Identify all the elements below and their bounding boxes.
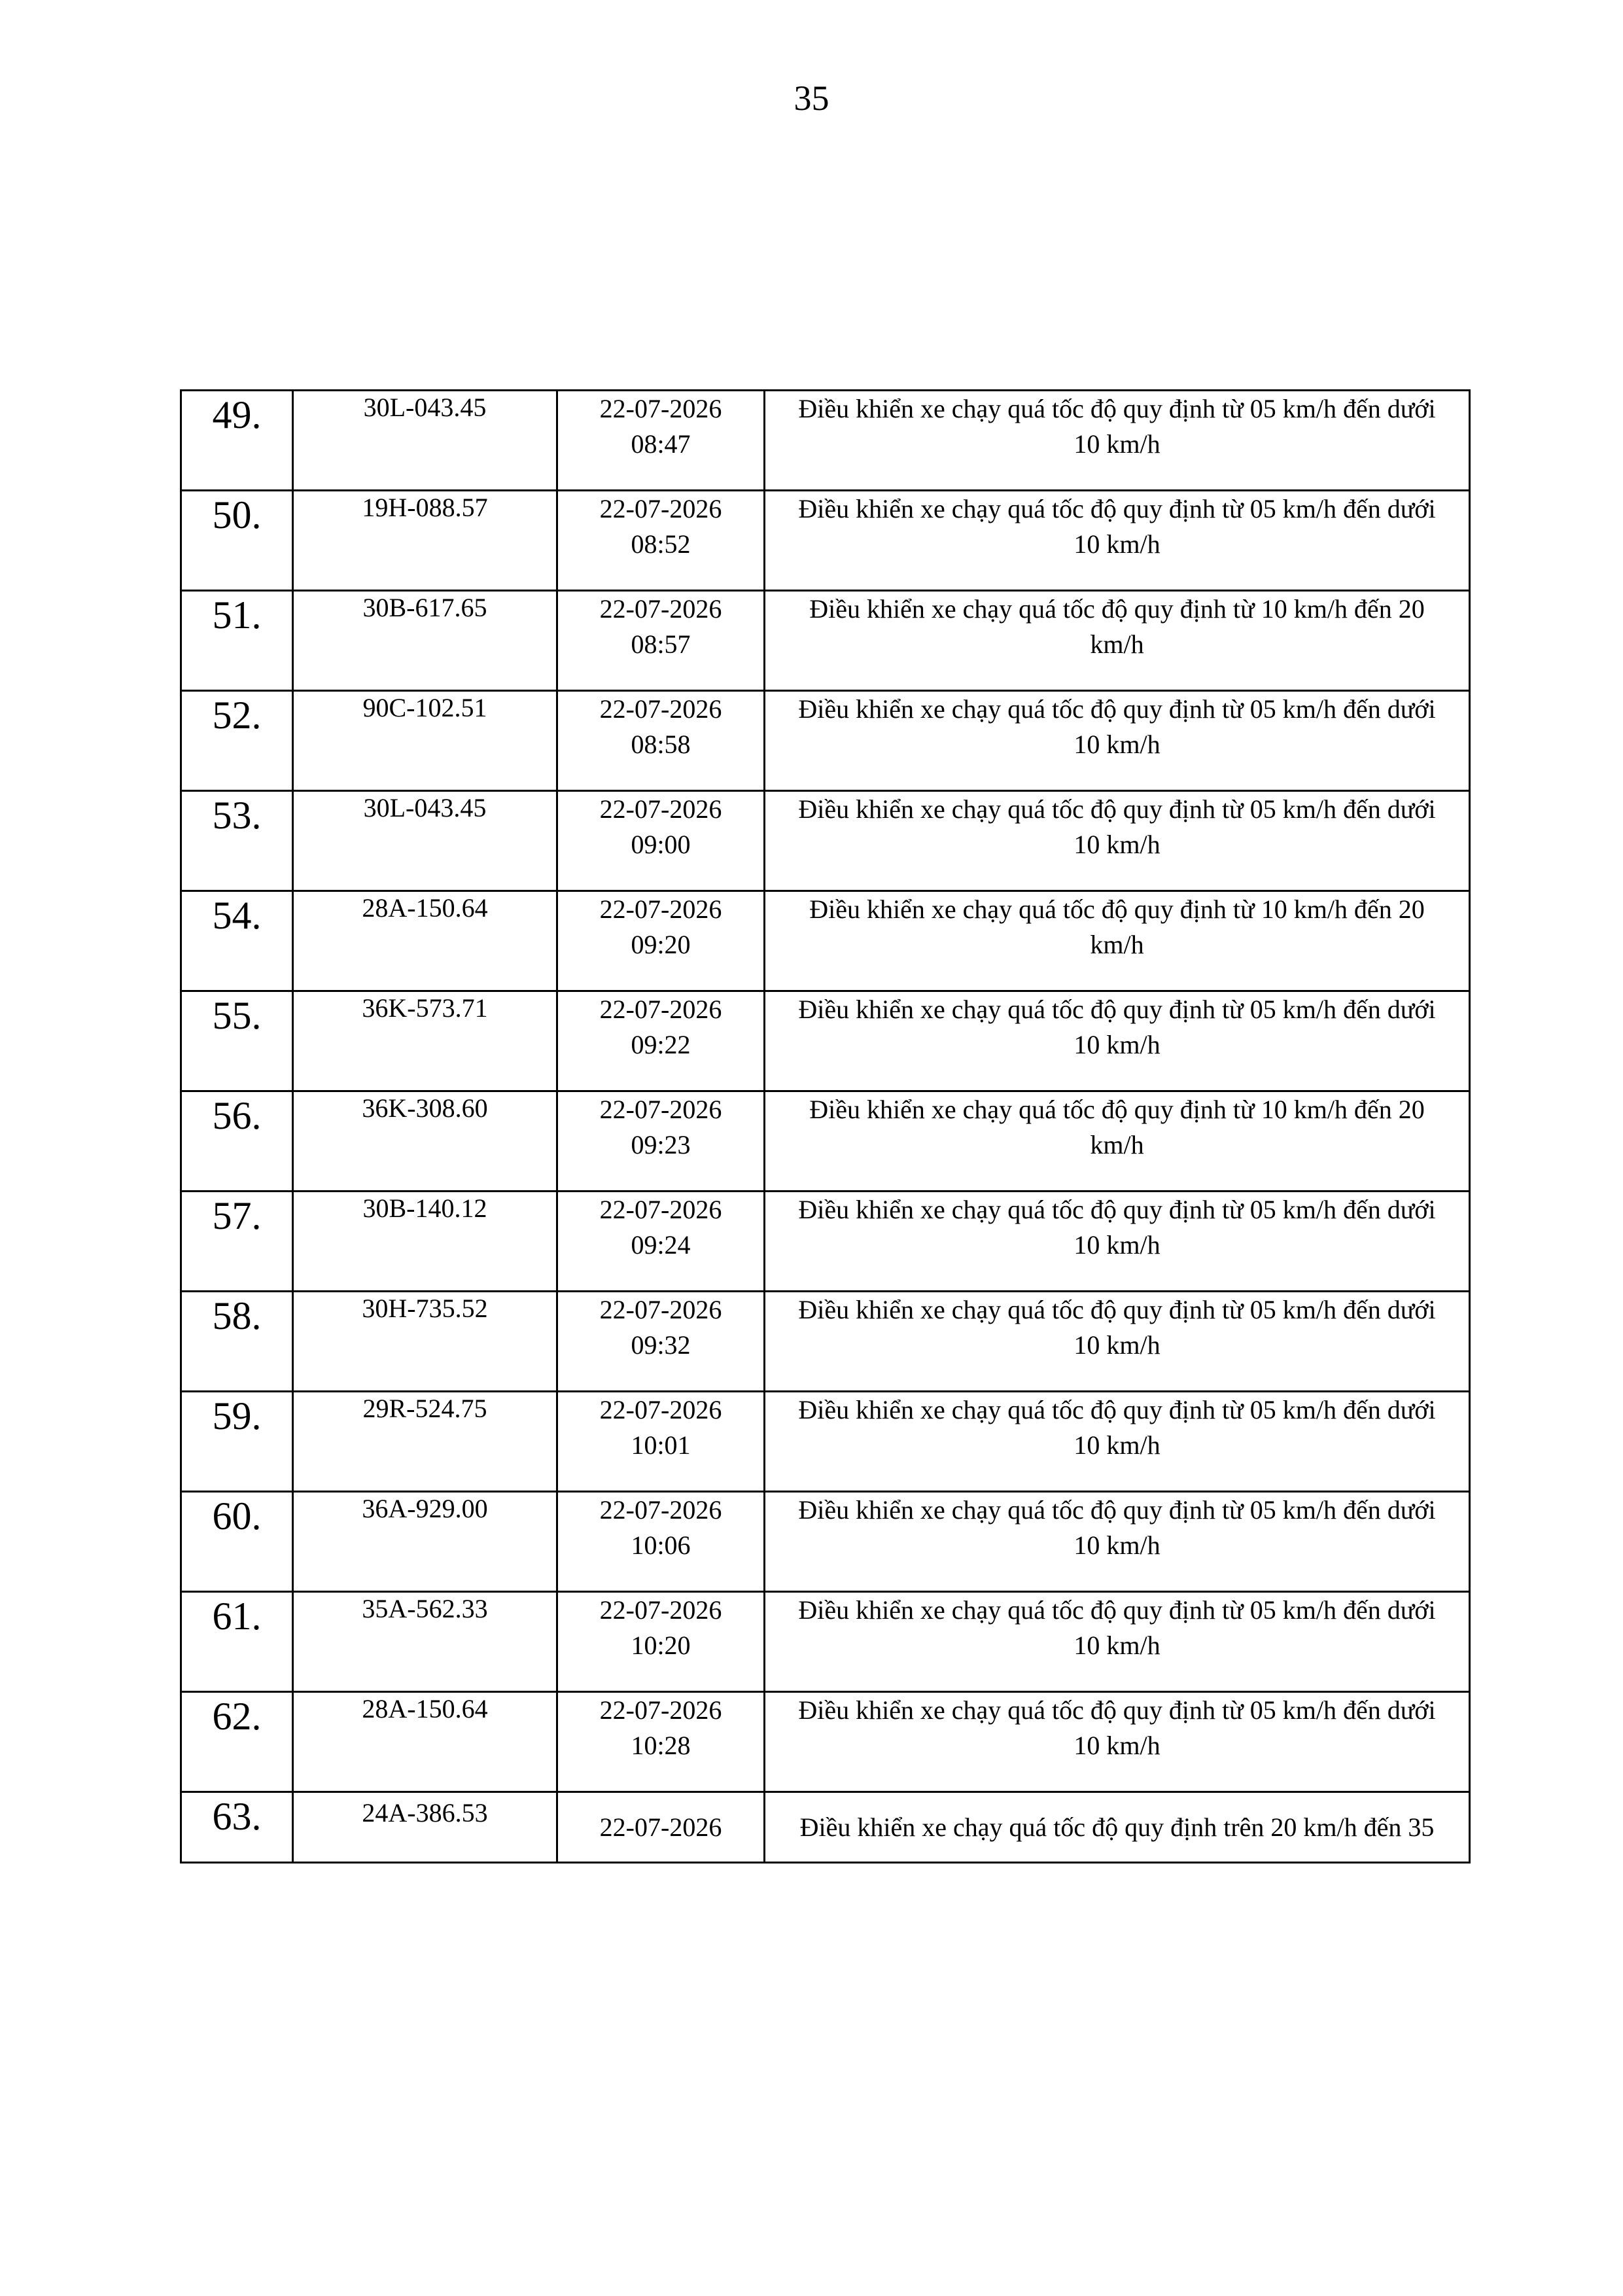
violation-datetime (557, 1492, 765, 1592)
violation-description-line: 10 km/h (1073, 830, 1161, 859)
table-row (181, 891, 1470, 991)
violation-datetime (557, 1392, 765, 1492)
violation-time: 09:32 (631, 1330, 691, 1360)
violation-date: 22-07-2026 (599, 694, 722, 724)
violation-datetime (557, 691, 765, 791)
violation-description-line: Điều khiển xe chạy quá tốc độ quy định từ 05 km/h đến dưới (798, 1195, 1436, 1224)
table-row (181, 1492, 1470, 1592)
license-plate: 36A-929.00 (293, 1492, 557, 1592)
violation-datetime (557, 391, 765, 491)
violation-datetime (557, 991, 765, 1091)
table-row (181, 1792, 1470, 1863)
violation-description-line: 10 km/h (1073, 1530, 1161, 1560)
violation-date: 22-07-2026 (599, 1295, 722, 1324)
violation-date: 22-07-2026 (599, 1095, 722, 1124)
violation-datetime (557, 1792, 765, 1863)
violation-datetime (557, 1192, 765, 1292)
violation-description (765, 1392, 1470, 1492)
violation-date: 22-07-2026 (599, 1595, 722, 1625)
violation-time: 09:20 (631, 930, 691, 959)
violation-date: 22-07-2026 (599, 894, 722, 924)
violation-description-line: Điều khiển xe chạy quá tốc độ quy định từ 10 km/h đến 20 (809, 894, 1425, 924)
violation-time: 10:20 (631, 1631, 691, 1660)
table-row (181, 1692, 1470, 1792)
violation-time: 10:01 (631, 1430, 691, 1460)
violation-description (765, 1692, 1470, 1792)
table-row (181, 1292, 1470, 1392)
violation-description-line: Điều khiển xe chạy quá tốc độ quy định từ 05 km/h đến dưới (798, 1595, 1436, 1625)
table-row (181, 391, 1470, 491)
violation-description-line: Điều khiển xe chạy quá tốc độ quy định từ 05 km/h đến dưới (798, 394, 1436, 423)
row-index: 62. (181, 1692, 293, 1792)
violation-time: 09:23 (631, 1130, 691, 1159)
violation-description-line: Điều khiển xe chạy quá tốc độ quy định từ 10 km/h đến 20 (809, 1095, 1425, 1124)
violation-description-line: 10 km/h (1073, 1430, 1161, 1460)
table-row (181, 991, 1470, 1091)
violation-description-line: Điều khiển xe chạy quá tốc độ quy định từ 05 km/h đến dưới (798, 1295, 1436, 1324)
violation-date: 22-07-2026 (599, 1495, 722, 1525)
violation-description-line: Điều khiển xe chạy quá tốc độ quy định từ 05 km/h đến dưới (798, 1395, 1436, 1424)
row-index: 54. (181, 891, 293, 991)
violation-time: 09:22 (631, 1030, 691, 1059)
row-index: 60. (181, 1492, 293, 1592)
violation-description-line: km/h (1090, 930, 1144, 959)
violation-time: 09:24 (631, 1230, 691, 1260)
violation-description-line: Điều khiển xe chạy quá tốc độ quy định từ 05 km/h đến dưới (798, 1495, 1436, 1525)
violation-description-line: 10 km/h (1073, 1030, 1161, 1059)
table-row (181, 1592, 1470, 1692)
violation-description (765, 691, 1470, 791)
violation-time: 10:06 (631, 1530, 691, 1560)
violation-description-line: Điều khiển xe chạy quá tốc độ quy định từ 05 km/h đến dưới (798, 1695, 1436, 1725)
page-number: 35 (794, 79, 829, 118)
table-row (181, 1091, 1470, 1192)
violation-date: 22-07-2026 (599, 594, 722, 624)
violation-description-line: 10 km/h (1073, 1631, 1161, 1660)
table-row (181, 591, 1470, 691)
violation-description-line: 10 km/h (1073, 1330, 1161, 1360)
license-plate: 29R-524.75 (293, 1392, 557, 1492)
violation-time: 08:52 (631, 529, 691, 559)
violation-datetime (557, 1592, 765, 1692)
row-index: 49. (181, 391, 293, 491)
violation-date: 22-07-2026 (599, 394, 722, 423)
table-row (181, 691, 1470, 791)
violation-datetime (557, 491, 765, 591)
violation-time: 08:58 (631, 730, 691, 759)
license-plate: 36K-308.60 (293, 1091, 557, 1192)
row-index: 56. (181, 1091, 293, 1192)
violation-time: 09:00 (631, 830, 691, 859)
violation-time: 08:57 (631, 629, 691, 659)
violation-datetime (557, 1091, 765, 1192)
row-index: 50. (181, 491, 293, 591)
table-row (181, 1192, 1470, 1292)
violations-table-body (181, 391, 1470, 1863)
violation-time: 10:28 (631, 1731, 691, 1760)
violation-description (765, 1091, 1470, 1192)
license-plate: 30B-617.65 (293, 591, 557, 691)
table-row (181, 491, 1470, 591)
violation-description (765, 591, 1470, 691)
license-plate: 90C-102.51 (293, 691, 557, 791)
violation-description-line: Điều khiển xe chạy quá tốc độ quy định từ 10 km/h đến 20 (809, 594, 1425, 624)
violation-date: 22-07-2026 (599, 494, 722, 523)
license-plate: 30L-043.45 (293, 391, 557, 491)
violation-datetime (557, 791, 765, 891)
violation-description (765, 391, 1470, 491)
violation-description-line: Điều khiển xe chạy quá tốc độ quy định trên 20 km/h đến 35 (799, 1812, 1435, 1842)
violation-description-line: km/h (1090, 629, 1144, 659)
license-plate: 28A-150.64 (293, 891, 557, 991)
violation-description (765, 1592, 1470, 1692)
row-index: 52. (181, 691, 293, 791)
license-plate: 28A-150.64 (293, 1692, 557, 1792)
row-index: 51. (181, 591, 293, 691)
license-plate: 30B-140.12 (293, 1192, 557, 1292)
row-index: 61. (181, 1592, 293, 1692)
row-index: 63. (181, 1792, 293, 1863)
violation-datetime (557, 891, 765, 991)
violation-description-line: 10 km/h (1073, 1731, 1161, 1760)
violation-description (765, 1192, 1470, 1292)
violation-description (765, 891, 1470, 991)
violation-date: 22-07-2026 (599, 995, 722, 1024)
row-index: 57. (181, 1192, 293, 1292)
violation-description-line: Điều khiển xe chạy quá tốc độ quy định từ 05 km/h đến dưới (798, 794, 1436, 824)
violations-table (180, 389, 1471, 1863)
license-plate: 30H-735.52 (293, 1292, 557, 1392)
violation-description (765, 491, 1470, 591)
table-row (181, 791, 1470, 891)
violation-datetime (557, 1692, 765, 1792)
violation-description-line: Điều khiển xe chạy quá tốc độ quy định từ 05 km/h đến dưới (798, 995, 1436, 1024)
violation-description (765, 1792, 1470, 1863)
violation-date: 22-07-2026 (599, 1695, 722, 1725)
row-index: 59. (181, 1392, 293, 1492)
violation-description (765, 1492, 1470, 1592)
license-plate: 30L-043.45 (293, 791, 557, 891)
violation-description-line: 10 km/h (1073, 529, 1161, 559)
license-plate: 36K-573.71 (293, 991, 557, 1091)
violation-description-line: km/h (1090, 1130, 1144, 1159)
violation-date: 22-07-2026 (599, 1395, 722, 1424)
violation-date: 22-07-2026 (599, 794, 722, 824)
violation-description-line: 10 km/h (1073, 429, 1161, 459)
violation-datetime (557, 1292, 765, 1392)
violation-description-line: Điều khiển xe chạy quá tốc độ quy định từ 05 km/h đến dưới (798, 494, 1436, 523)
violation-description (765, 991, 1470, 1091)
table-row (181, 1392, 1470, 1492)
violation-description (765, 791, 1470, 891)
row-index: 55. (181, 991, 293, 1091)
violation-date: 22-07-2026 (599, 1195, 722, 1224)
violation-description-line: 10 km/h (1073, 730, 1161, 759)
license-plate: 19H-088.57 (293, 491, 557, 591)
violation-date: 22-07-2026 (599, 1812, 722, 1842)
violation-time: 08:47 (631, 429, 691, 459)
violation-datetime (557, 591, 765, 691)
violation-description-line: Điều khiển xe chạy quá tốc độ quy định từ 05 km/h đến dưới (798, 694, 1436, 724)
row-index: 53. (181, 791, 293, 891)
license-plate: 24A-386.53 (293, 1792, 557, 1863)
row-index: 58. (181, 1292, 293, 1392)
license-plate: 35A-562.33 (293, 1592, 557, 1692)
violation-description (765, 1292, 1470, 1392)
violation-description-line: 10 km/h (1073, 1230, 1161, 1260)
